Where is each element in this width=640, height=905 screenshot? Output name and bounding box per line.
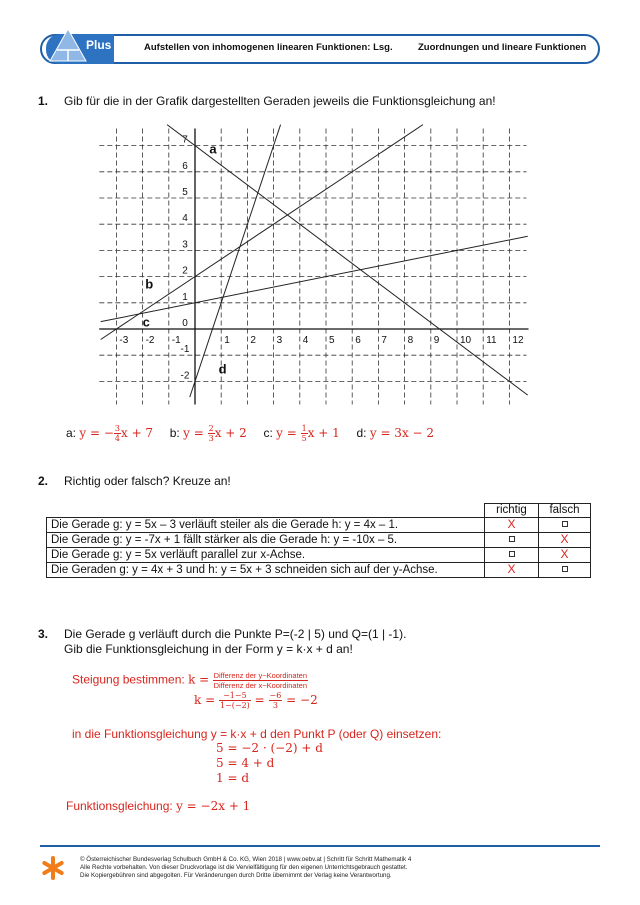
x-tick-label: 1 — [224, 335, 230, 346]
y-tick-label: 5 — [182, 187, 188, 198]
task1-number: 1. — [38, 94, 49, 108]
line-label-c: c — [142, 314, 150, 330]
step-1: 5 = −2 · (−2) + d — [216, 741, 323, 755]
x-tick-label: -2 — [145, 335, 155, 346]
table-header-row — [47, 504, 591, 518]
footer-copyright: © Österreichischer Bundesverlag Schulbuch GmbH & Co. KG, Wien 2018 | www.oebv.at | Schritt für Schritt Mathematik 4 — [80, 856, 412, 863]
table-row — [47, 563, 591, 578]
task1-text: Gib für die in der Grafik dargestellten Geraden jeweils die Funktionsgleichung an! — [64, 94, 496, 108]
calc-result: = −2 — [286, 693, 318, 707]
task2-text: Richtig oder falsch? Kreuze an! — [64, 474, 231, 488]
y-tick-label: 4 — [182, 213, 188, 225]
step-2: 5 = 4 + d — [216, 756, 275, 770]
footer-divider — [40, 845, 600, 847]
line-label-b: b — [145, 276, 154, 292]
slope-label: Steigung bestimmen: — [72, 672, 185, 687]
richtig-cell[interactable] — [485, 533, 539, 548]
answer-b-num: 2 — [208, 424, 214, 433]
x-tick-label: 10 — [460, 335, 472, 346]
answer-c-den: 5 — [301, 434, 307, 443]
answer-a-eq — [79, 424, 154, 443]
function-line-c — [101, 236, 528, 321]
answer-b-pre: y = — [183, 426, 204, 440]
answer-b-label: b: — [169, 426, 180, 440]
answer-c-eq — [276, 424, 340, 443]
answer-a-den: 4 — [114, 434, 120, 443]
x-tick-label: 4 — [302, 335, 309, 346]
slope-numerator: Differenz der y−Koordinaten — [213, 671, 308, 680]
statement-cell: Die Geraden g: y = 4x + 3 und h: y = 5x + 3 schneiden sich auf der y-Achse. — [47, 563, 485, 578]
insert-text: in die Funktionsgleichung y = k·x + d den Punkt P (oder Q) einsetzen: — [72, 727, 442, 741]
y-tick-label: 7 — [182, 134, 188, 146]
y-tick-label: 0 — [182, 318, 188, 329]
x-tick-label: 12 — [512, 335, 524, 346]
step-3: 1 = d — [216, 771, 249, 785]
function-line-b — [101, 125, 423, 340]
y-tick-label: 2 — [182, 265, 188, 277]
falsch-cell[interactable] — [539, 548, 591, 563]
answer-a-label: a: — [66, 426, 77, 440]
richtig-cell[interactable] — [485, 548, 539, 563]
calc-fraction-1 — [219, 691, 251, 710]
header-falsch: falsch — [539, 504, 591, 518]
header-blank-cell — [47, 504, 485, 518]
result-label: Funktionsgleichung: — [66, 799, 173, 813]
slope-denominator: Differenz der x−Koordinaten — [213, 681, 308, 690]
page-header — [40, 34, 600, 64]
table-row — [47, 548, 591, 563]
plus-logo — [46, 28, 114, 64]
cross-mark: X — [507, 517, 516, 531]
chapter-title: Zuordnungen und lineare Funktionen — [418, 42, 587, 53]
calc-mid-eq: = — [254, 693, 265, 707]
footer-rights: Alle Rechte vorbehalten. Von dieser Druckvorlage ist die Vervielfältigung für den eigenen Unterrichtsgebrauch gestattet. — [80, 864, 408, 871]
task3-prompt — [38, 627, 406, 641]
publisher-star-icon — [40, 855, 66, 881]
falsch-cell[interactable] — [539, 518, 591, 533]
y-tick-label: 3 — [182, 239, 188, 251]
slope-k: k = — [188, 672, 210, 687]
answer-b-post: x + 2 — [214, 426, 247, 440]
answer-c-pre: y = — [276, 426, 297, 440]
calc-den-1: 1−(−2) — [219, 701, 250, 710]
richtig-cell[interactable] — [485, 518, 539, 533]
line-label-a: a — [209, 141, 217, 157]
statement-cell: Die Gerade g: y = -7x + 1 fällt stärker als die Gerade h: y = -10x – 5. — [47, 533, 485, 548]
falsch-cell[interactable] — [539, 533, 591, 548]
task3-line1: Die Gerade g verläuft durch die Punkte P=(-2 | 5) und Q=(1 | -1). — [64, 627, 407, 641]
answer-d-label: d: — [356, 426, 367, 440]
y-tick-label: -2 — [180, 370, 190, 382]
x-tick-label: 9 — [433, 335, 440, 346]
worksheet-title: Aufstellen von inhomogenen linearen Funktionen: Lsg. — [144, 42, 393, 53]
answer-c-num: 1 — [301, 424, 307, 433]
calc-num-1: −1−5 — [219, 691, 251, 701]
table-row — [47, 518, 591, 533]
x-tick-label: 3 — [276, 335, 283, 346]
result-row — [66, 799, 250, 813]
header-richtig: richtig — [485, 504, 539, 518]
checkbox-icon — [509, 536, 515, 542]
logo-plus-text: Plus — [86, 38, 112, 52]
task1-answers — [66, 424, 486, 444]
task1-prompt — [38, 94, 496, 108]
calc-num-2: −6 — [269, 691, 282, 700]
calc-k: k = — [194, 693, 216, 707]
x-tick-label: 11 — [486, 335, 497, 346]
falsch-cell[interactable] — [539, 563, 591, 578]
cross-mark: X — [560, 532, 569, 546]
checkbox-icon — [509, 551, 515, 557]
y-tick-label: 1 — [182, 291, 188, 303]
answer-c-post: x + 1 — [307, 426, 340, 440]
y-tick-label: 6 — [182, 160, 188, 172]
checkbox-icon — [562, 521, 568, 527]
x-tick-label: 5 — [329, 335, 335, 346]
slope-fraction — [213, 671, 308, 690]
y-tick-label: -1 — [180, 344, 190, 356]
slope-calc-row — [194, 691, 318, 710]
x-tick-label: -3 — [119, 335, 129, 346]
answer-a-post: x + 7 — [120, 426, 154, 440]
task2-prompt — [38, 474, 231, 488]
x-tick-label: -1 — [171, 335, 181, 346]
cross-mark: X — [507, 562, 516, 576]
line-label-d: d — [218, 361, 227, 377]
table-row — [47, 533, 591, 548]
task3-number: 3. — [38, 627, 49, 641]
answer-d-eq: y = 3x − 2 — [369, 426, 435, 440]
result-equation: y = −2x + 1 — [176, 799, 251, 813]
function-line-d — [190, 125, 281, 397]
cross-mark: X — [560, 547, 569, 561]
x-tick-label: 8 — [407, 335, 414, 346]
x-tick-label: 2 — [250, 335, 256, 346]
x-tick-label: 7 — [381, 335, 387, 346]
answer-a-pre: y = − — [79, 426, 114, 440]
x-tick-label: 6 — [355, 335, 361, 346]
answer-c-label: c: — [263, 426, 273, 440]
triangle-logo-icon — [48, 28, 88, 64]
answer-a-num: 3 — [114, 424, 120, 433]
calc-den-2: 3 — [272, 701, 278, 710]
footer-fees: Die Kopiergebühren sind abgegolten. Für Veränderungen durch Dritte übernimmt der Verlag keine Verantwortung. — [80, 872, 392, 879]
answer-b-eq — [183, 424, 247, 443]
calc-fraction-2 — [269, 691, 283, 710]
answer-b-den: 3 — [208, 434, 214, 443]
richtig-cell[interactable] — [485, 563, 539, 578]
statement-cell: Die Gerade g: y = 5x – 3 verläuft steiler als die Gerade h: y = 4x – 1. — [47, 518, 485, 533]
task3-line2: Gib die Funktionsgleichung in der Form y = k·x + d an! — [64, 642, 353, 656]
coordinate-graph — [86, 110, 524, 400]
statement-cell: Die Gerade g: y = 5x verläuft parallel zur x-Achse. — [47, 548, 485, 563]
true-false-table — [46, 503, 591, 578]
slope-row — [72, 671, 308, 690]
task2-number: 2. — [38, 474, 49, 488]
checkbox-icon — [562, 566, 568, 572]
